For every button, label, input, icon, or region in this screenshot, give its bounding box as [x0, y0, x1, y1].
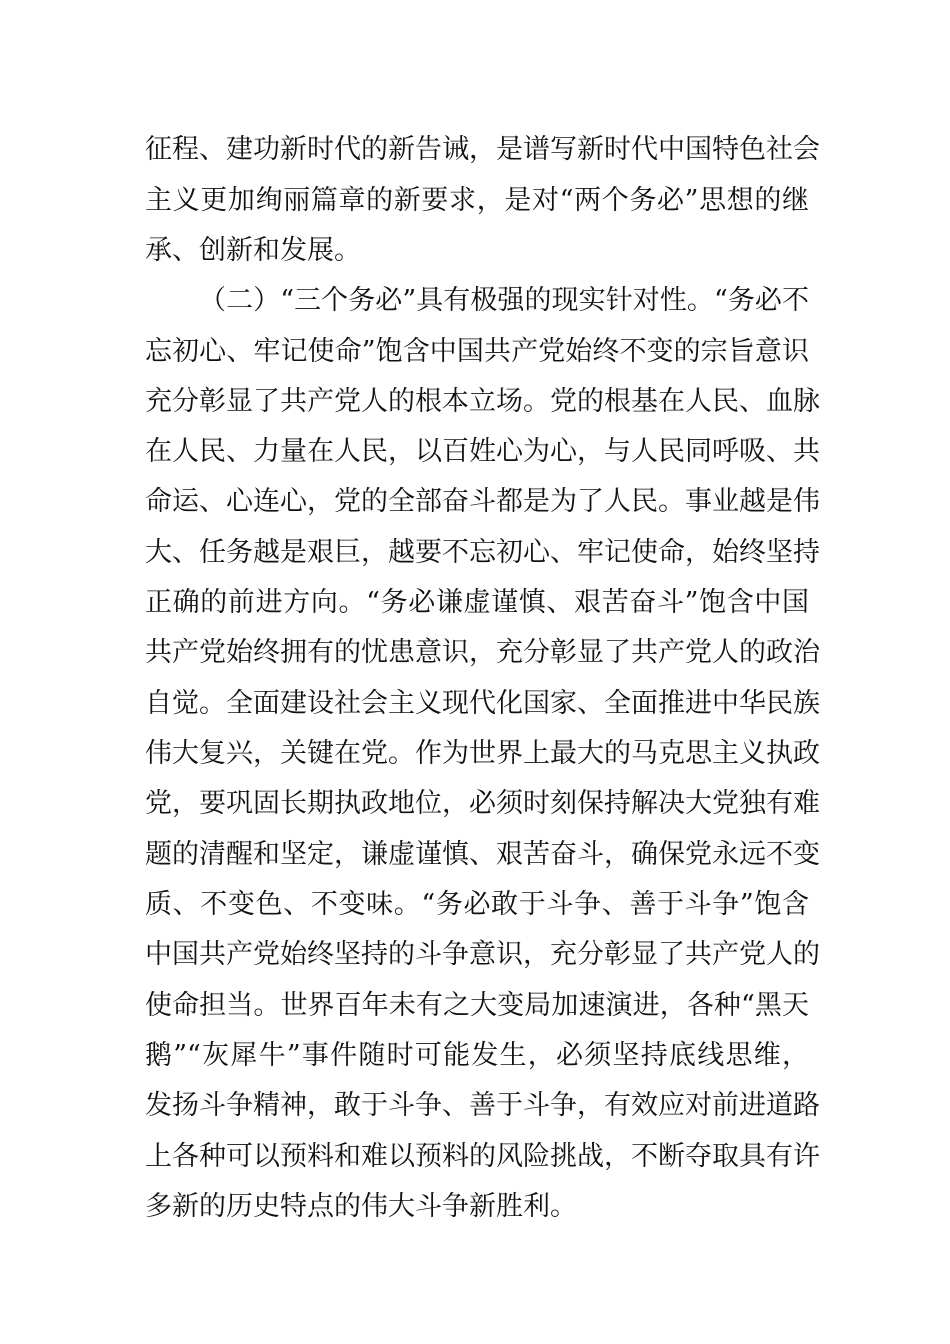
text-line: 鹅”“灰犀牛”事件随时可能发生，必须坚持底线思维， [145, 1040, 809, 1071]
text-line: 党，要巩固长期执政地位，必须时刻保持解决大党独有难 [145, 788, 820, 819]
text-line: 发扬斗争精神，敢于斗争、善于斗争，有效应对前进道路 [145, 1090, 820, 1121]
text-line: 充分彰显了共产党人的根本立场。党的根基在人民、血脉 [145, 386, 820, 417]
text-line: 上各种可以预料和难以预料的风险挑战，不断夺取具有许 [145, 1141, 820, 1172]
text-line: 忘初心、牢记使命”饱含中国共产党始终不变的宗旨意识 [145, 336, 809, 367]
text-line: 命运、心连心，党的全部奋斗都是为了人民。事业越是伟 [145, 486, 820, 517]
text-line: 质、不变色、不变味。“务必敢于斗争、善于斗争”饱含 [145, 889, 809, 920]
text-line: 正确的前进方向。“务必谦虚谨慎、艰苦奋斗”饱含中国 [145, 587, 809, 618]
text-line: 承、创新和发展。 [145, 235, 361, 266]
text-line: 征程、建功新时代的新告诫，是谱写新时代中国特色社会 [145, 134, 820, 165]
text-line: 使命担当。世界百年未有之大变局加速演进，各种“黑天 [145, 990, 809, 1021]
text-line: 中国共产党始终坚持的斗争意识，充分彰显了共产党人的 [145, 939, 820, 970]
text-line: 在人民、力量在人民，以百姓心为心，与人民同呼吸、共 [145, 436, 820, 467]
text-line: 题的清醒和坚定，谦虚谨慎、艰苦奋斗，确保党永远不变 [145, 839, 820, 870]
text-line: 大、任务越是艰巨，越要不忘初心、牢记使命，始终坚持 [145, 537, 820, 568]
text-line: 自觉。全面建设社会主义现代化国家、全面推进中华民族 [145, 688, 820, 719]
text-line: 多新的历史特点的伟大斗争新胜利。 [145, 1191, 577, 1222]
text-line: 伟大复兴，关键在党。作为世界上最大的马克思主义执政 [145, 738, 820, 769]
text-line: 共产党始终拥有的忧患意识，充分彰显了共产党人的政治 [145, 637, 820, 668]
text-line: 主义更加绚丽篇章的新要求，是对“两个务必”思想的继 [145, 185, 809, 216]
text-line: （二）“三个务必”具有极强的现实针对性。“务必不 [199, 285, 809, 316]
